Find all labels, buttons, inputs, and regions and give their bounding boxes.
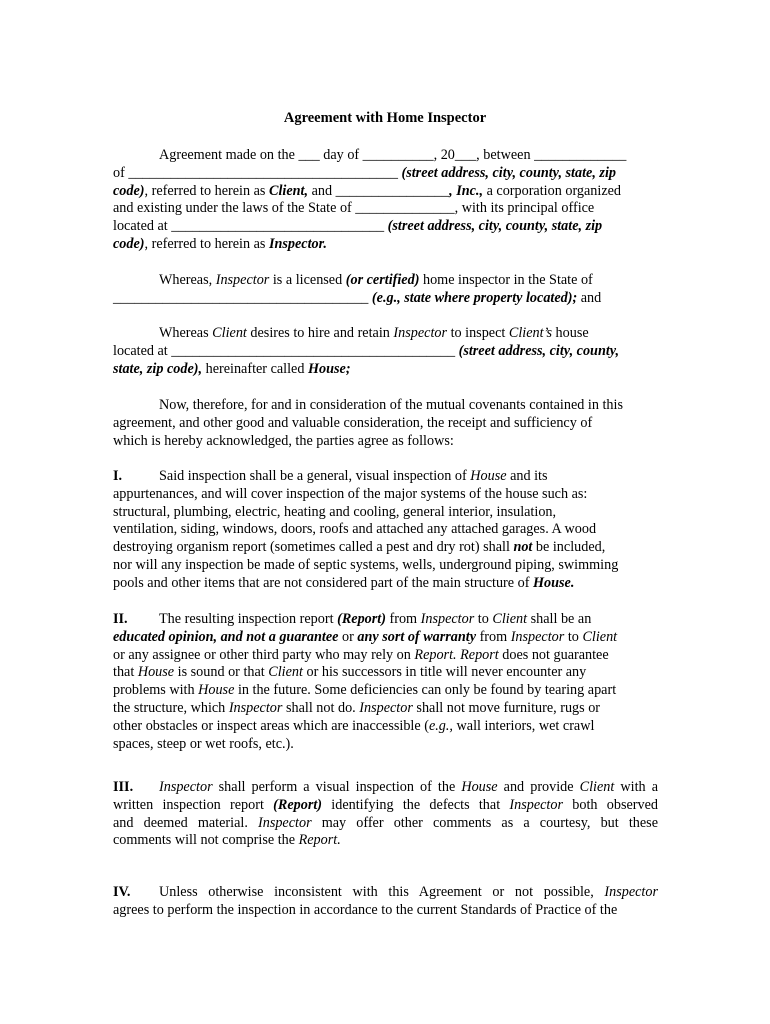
text: be included, <box>532 539 606 556</box>
text-line <box>113 832 658 850</box>
text: (Report) <box>337 611 386 627</box>
text: agreement, and other good and valuable consideration, the receipt and sufficiency of <box>113 414 593 431</box>
text: structural, plumbing, electric, heating and cooling, general interior, insulation, <box>113 503 557 520</box>
section-number: IV. <box>113 884 131 900</box>
text-line <box>113 902 658 920</box>
text-line <box>113 361 658 379</box>
text: Client’s <box>508 325 552 341</box>
text: or <box>338 628 358 645</box>
text: pools and other items that are not considered part of the main structure of <box>113 574 533 591</box>
text: , referred to herein as <box>144 235 269 252</box>
text: located at ________________________________________ <box>113 342 459 359</box>
text: shall not move furniture, rugs or <box>412 699 601 716</box>
text: identifying the defects that <box>322 796 510 813</box>
text-line <box>113 183 658 201</box>
text: and provide <box>497 779 580 795</box>
text: (or certified) <box>345 272 420 288</box>
text: in the future. Some deficiencies can only be found by tearing apart <box>234 682 617 699</box>
text: Unless otherwise inconsistent with this Agreement or not possible, <box>159 884 605 900</box>
text: located at ______________________________ <box>113 218 388 235</box>
text-line <box>113 779 658 797</box>
text: Inspector <box>420 611 475 627</box>
text: Inspector <box>509 796 563 813</box>
text: (Report) <box>273 796 323 813</box>
text-line <box>113 815 658 833</box>
text: both observed <box>563 796 658 813</box>
text: may offer other comments as a courtesy, but these <box>311 814 658 831</box>
text-line <box>113 468 658 486</box>
text: Report. Report <box>414 646 499 663</box>
text: Inspector <box>258 814 312 831</box>
text-line <box>113 664 658 682</box>
text: Client <box>492 611 528 627</box>
text: The resulting inspection report <box>159 611 338 627</box>
text-line <box>113 629 658 647</box>
whereas-paragraph-2 <box>113 325 658 378</box>
text: that <box>113 664 138 681</box>
section-3 <box>113 779 658 850</box>
text: spaces, steep or wet roofs, etc.). <box>113 735 294 752</box>
text: Client <box>579 779 615 795</box>
text: wall interiors, wet crawl <box>452 717 595 734</box>
text-line <box>113 682 658 700</box>
section-number: III. <box>113 779 134 795</box>
text: is a licensed <box>269 272 346 288</box>
text: House <box>198 682 235 699</box>
text-line <box>113 521 658 539</box>
section-number: II. <box>113 611 128 627</box>
text: Inspector. <box>268 235 327 252</box>
section-1 <box>113 468 658 593</box>
text: any sort of warranty <box>357 628 477 645</box>
section-4 <box>113 884 658 920</box>
text: nor will any inspection be made of septic systems, wells, underground piping, swimming <box>113 556 619 573</box>
text: from <box>476 628 511 645</box>
intro-paragraph <box>113 147 658 254</box>
text-line <box>113 557 658 575</box>
text-line <box>113 647 658 665</box>
text: e.g., <box>428 717 453 734</box>
text: educated opinion, and not a guarantee <box>113 628 339 645</box>
text: comments will not comprise the <box>113 832 299 849</box>
text: not <box>513 539 533 556</box>
text: agrees to perform the inspection in accordance to the current Standards of Practice of the <box>113 901 618 918</box>
text-line <box>113 575 658 593</box>
text-line <box>113 325 658 343</box>
text: house <box>552 325 589 341</box>
text: and its <box>506 468 548 484</box>
text: to <box>474 611 493 627</box>
text: , referred to herein as <box>144 182 269 199</box>
text: from <box>385 611 421 627</box>
text: does not guarantee <box>498 646 609 663</box>
now-therefore-paragraph <box>113 397 658 450</box>
text: Agreement made on the ___ day of __________, 20___, between _____________ <box>159 147 627 163</box>
text: ventilation, siding, windows, doors, roofs and attached any attached garages. A wood <box>113 521 597 538</box>
text-line <box>113 290 658 308</box>
text-line <box>113 486 658 504</box>
text: is sound or that <box>174 664 269 681</box>
text-line <box>113 718 658 736</box>
text-line <box>113 415 658 433</box>
text: Inspector <box>393 325 448 341</box>
text-line <box>113 147 658 165</box>
text: code) <box>113 235 145 252</box>
text: and deemed material. <box>113 814 258 831</box>
text: , Inc., <box>449 182 484 199</box>
text: of ______________________________________ <box>113 164 402 181</box>
text-line <box>113 736 658 754</box>
text: Now, therefore, for and in consideration of the mutual covenants contained in this <box>159 397 623 413</box>
text-line <box>113 504 658 522</box>
text: House <box>470 468 507 484</box>
text: with a <box>614 779 658 795</box>
text: shall perform a visual inspection of the <box>212 779 462 795</box>
text: shall be an <box>527 611 592 627</box>
text: Client <box>268 664 303 681</box>
text: Client <box>212 325 247 341</box>
whereas-paragraph-1 <box>113 272 658 308</box>
text-line <box>113 797 658 815</box>
text: the structure, which <box>113 699 229 716</box>
text: Inspector <box>215 272 270 288</box>
section-number: I. <box>113 468 123 484</box>
text: Client <box>582 628 618 645</box>
text: Said inspection shall be a general, visual inspection of <box>159 468 471 484</box>
text: (street address, city, county, <box>458 342 620 359</box>
text-line <box>113 397 658 415</box>
text: other obstacles or inspect areas which are inaccessible ( <box>113 717 429 734</box>
text: to inspect <box>447 325 509 341</box>
text: home inspector in the State of <box>419 272 593 288</box>
text: state, zip code), <box>113 360 203 377</box>
text-line <box>113 700 658 718</box>
text-line <box>113 539 658 557</box>
text: House <box>461 779 498 795</box>
text: Client, <box>268 182 309 199</box>
text: desires to hire and retain <box>246 325 394 341</box>
text-line <box>113 343 658 361</box>
text: Inspector <box>359 699 413 716</box>
text: shall not do. <box>282 699 360 716</box>
text: problems with <box>113 682 199 699</box>
text: code) <box>113 182 145 199</box>
text: written inspection report <box>113 796 274 813</box>
text: House; <box>308 360 351 377</box>
text: Report. <box>298 832 341 849</box>
text: or any assignee or other third party who may rely on <box>113 646 415 663</box>
text-line <box>113 236 658 254</box>
text: appurtenances, and will cover inspection of the major systems of the house such as: <box>113 485 588 502</box>
text: Inspector <box>604 884 658 900</box>
text: hereinafter called <box>202 360 308 377</box>
text: which is hereby acknowledged, the parties agree as follows: <box>113 432 454 449</box>
text: (street address, city, county, state, zip <box>401 164 616 181</box>
text: destroying organism report (sometimes called a pest and dry rot) shall <box>113 539 514 556</box>
text: to <box>564 628 583 645</box>
text: Inspector <box>510 628 565 645</box>
text: (street address, city, county, state, zip <box>387 218 603 235</box>
text-line <box>113 433 658 451</box>
text-line <box>113 884 658 902</box>
text: Inspector <box>228 699 283 716</box>
text-line <box>113 165 658 183</box>
text-line <box>113 200 658 218</box>
text: ____________________________________ <box>113 289 372 306</box>
text: and <box>577 289 602 306</box>
section-2 <box>113 611 658 753</box>
text-line <box>113 218 658 236</box>
text: Inspector <box>159 779 213 795</box>
text: a corporation organized <box>483 182 622 199</box>
text-line <box>113 611 658 629</box>
text: House. <box>532 574 575 591</box>
text: and ________________ <box>308 182 450 199</box>
text: Whereas, <box>159 272 216 288</box>
text-line <box>113 272 658 290</box>
text: Whereas <box>159 325 213 341</box>
text: (e.g., state where property located); <box>371 289 578 306</box>
text: and existing under the laws of the State of ______________, with its principal office <box>113 200 595 217</box>
document-title: Agreement with Home Inspector <box>283 110 487 126</box>
text: House <box>137 664 175 681</box>
text: or his successors in title will never encounter any <box>302 664 587 681</box>
